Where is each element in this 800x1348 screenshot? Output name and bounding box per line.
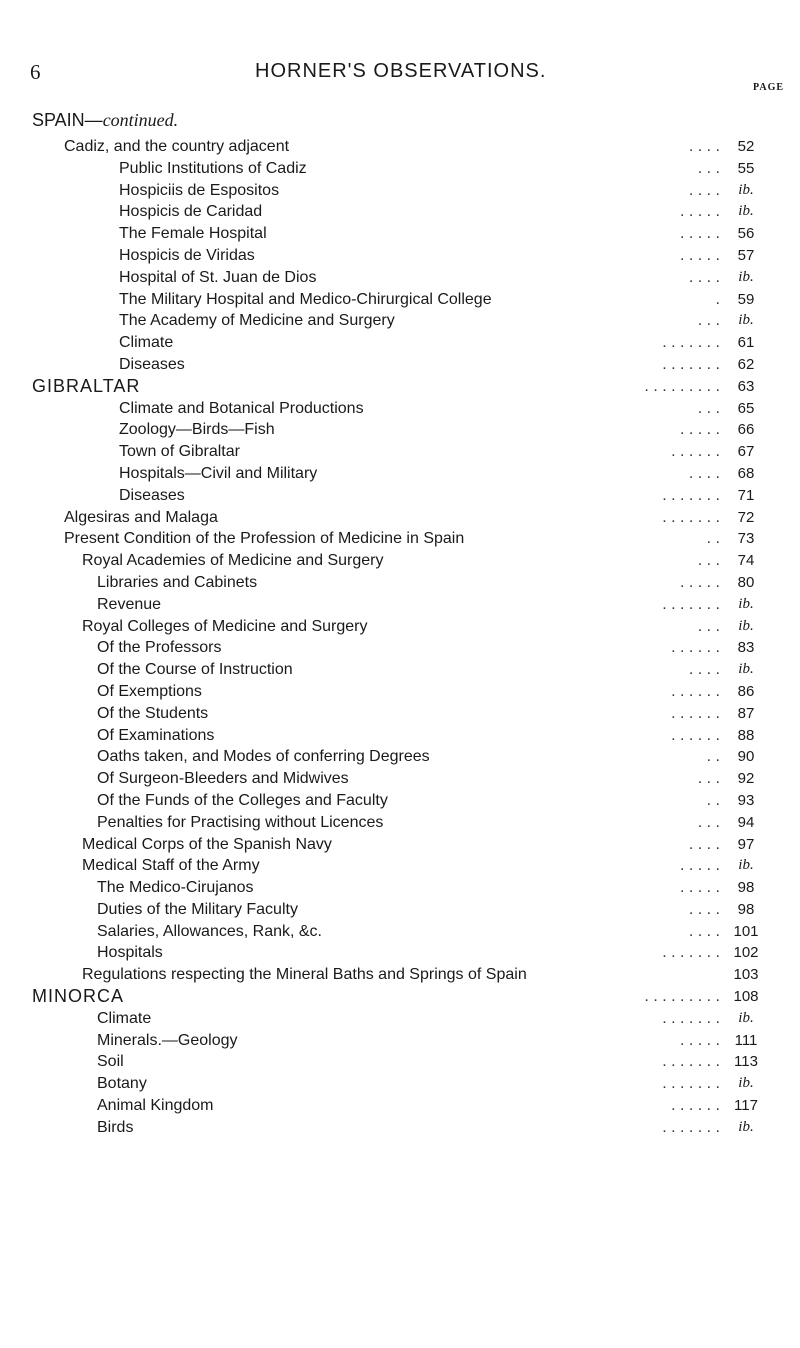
toc-entry-page: 52 [737,138,755,155]
toc-entry-page: 98 [737,900,755,918]
toc-leader-dots: . . . . . . . . . [644,377,720,395]
toc-entry [0,245,800,267]
toc-entry-title: The Medico-Cirujanos [97,879,254,897]
section-continued: continued. [102,110,179,130]
toc-entry-title: Town of Gibraltar [119,443,240,461]
toc-entry-page: 103 [733,966,759,984]
toc-leader-dots: . . . . . [679,1031,720,1049]
toc-entry [0,550,800,572]
toc-entry [0,877,800,899]
running-title: HORNER'S OBSERVATIONS. [255,60,547,82]
toc-entry-title: Salaries, Allowances, Rank, &c. [97,922,322,940]
toc-entry [0,267,800,289]
toc-entry [0,942,800,964]
page-number: 6 [30,60,41,84]
toc-entry [0,1051,800,1073]
toc-entry-page: ib. [738,1009,754,1026]
toc-entry-title: The Female Hospital [119,225,267,243]
toc-leader-dots: . . . [697,770,720,788]
toc-entry [0,463,800,485]
toc-entry-title: Of Examinations [97,726,215,744]
toc-entry-page: 92 [737,770,755,788]
toc-leader-dots: . . . . . [679,225,720,243]
toc-leader-dots: . . . . . . . [662,355,720,373]
toc-entry [0,768,800,790]
toc-leader-dots: . . . . . [679,573,720,591]
toc-entry-page: 102 [733,944,759,962]
toc-leader-dots: . . . . . . [671,704,720,722]
toc-entry-page: 59 [737,290,755,308]
toc-leader-dots: . . . . . . . [662,508,720,526]
toc-entry-page: 73 [737,530,755,548]
toc-entry [0,855,800,877]
toc-leader-dots: . . . . . . . [662,944,720,962]
toc-entry [0,703,800,725]
toc-entry-page: 93 [737,791,755,809]
toc-entry-title: Royal Academies of Medicine and Surgery [82,552,384,570]
toc-entry-page: 97 [737,835,755,853]
toc-entry-title: Of the Funds of the Colleges and Faculty [97,791,388,809]
toc-entry-title: Hospital of St. Juan de Dios [119,268,317,286]
toc-leader-dots: . . . . [688,900,720,918]
toc-entry-page: ib. [738,312,754,329]
toc-entry-title: The Academy of Medicine and Surgery [119,312,395,330]
toc-entry-page: ib. [738,203,754,220]
toc-leader-dots: . . [706,791,720,809]
toc-entry-title: Duties of the Military Faculty [97,900,298,918]
toc-entry-title: Of Exemptions [97,682,202,700]
toc-entry [0,441,800,463]
toc-entry [0,1008,800,1030]
toc-leader-dots: . . . [697,159,720,177]
toc-entry-title: Minerals.—Geology [97,1031,238,1049]
toc-entry-title: Oaths taken, and Modes of conferring Degrees [97,748,430,766]
toc-leader-dots: . . . . [688,138,720,155]
toc-entry-page: 86 [737,682,755,700]
toc-leader-dots: . . . . . . . [662,1053,720,1071]
toc-entry-title: Algesiras and Malaga [64,508,218,526]
toc-entry-title: Zoology—Birds—Fish [119,421,275,439]
toc-entry-page: 117 [734,1097,758,1115]
toc-entry-title: Cadiz, and the country adjacent [64,138,290,155]
toc-leader-dots: . [715,290,720,308]
toc-entry-page: ib. [738,617,754,634]
toc-entry [0,136,800,158]
toc-leader-dots: . . . . . . [671,639,720,657]
toc-entry-page: 55 [737,159,755,177]
toc-entry-page: 74 [737,552,755,570]
toc-entry [0,681,800,703]
toc-entry-title: Hospicis de Viridas [119,246,255,264]
toc-entry [0,528,800,550]
toc-entry-page: 98 [737,879,755,897]
toc-leader-dots: . . . . . . . . . [644,988,720,1006]
toc-leader-dots: . . . [697,399,720,417]
toc-entry [0,158,800,180]
toc-entry [0,398,800,420]
section-heading [32,110,178,131]
toc-entry-title: Regulations respecting the Mineral Baths and Springs of Spain [82,966,527,984]
toc-entry-page: 83 [737,639,755,657]
toc-entry [0,1095,800,1117]
toc-leader-dots: . . . [697,813,720,831]
toc-entry-title: Royal Colleges of Medicine and Surgery [82,617,368,635]
toc-entry-title: Of Surgeon-Bleeders and Midwives [97,770,349,788]
toc-entry-page: 88 [737,726,755,744]
toc-leader-dots: . . [706,530,720,548]
toc-leader-dots: . . . . . . [671,1097,720,1115]
toc-entry [0,1073,800,1095]
toc-entry [0,289,800,311]
toc-entry-title: Libraries and Cabinets [97,573,258,591]
toc-entry-title: Of the Students [97,704,209,722]
toc-leader-dots: . . [706,748,720,766]
toc-entry [0,921,800,943]
toc-entry-page: 57 [737,246,755,264]
toc-entry-page: 61 [737,334,755,352]
toc-leader-dots: . . . . [688,835,720,853]
toc-entry-title: Penalties for Practising without Licences [97,813,384,831]
toc-leader-dots: . . . . . . . [662,1075,720,1093]
toc-entry [0,1117,800,1139]
toc-leader-dots: . . . . . [679,879,720,897]
toc-entry-page: ib. [738,181,754,198]
toc-leader-dots: . . . . [688,181,720,199]
toc-entry-page: 71 [737,486,755,504]
toc-entry-page: 56 [737,225,755,243]
toc-entry [0,812,800,834]
toc-entry-page: 63 [737,377,755,395]
toc-entry [0,419,800,441]
toc-entry-title: Climate and Botanical Productions [119,399,364,417]
toc-entry-page: 108 [733,988,759,1006]
toc-entry [0,201,800,223]
section-title: SPAIN— [32,110,103,130]
toc-entry-title: Of the Professors [97,639,222,657]
toc-entry [0,354,800,376]
toc-entry-page: 113 [734,1053,758,1071]
toc-entry [0,834,800,856]
toc-leader-dots: . . . . . . . [662,1009,720,1027]
toc-leader-dots: . . . . [688,661,720,679]
toc-entry [0,485,800,507]
toc-entry [0,725,800,747]
page-column-label: PAGE [753,82,785,93]
toc-entry-page: 111 [734,1031,758,1049]
toc-leader-dots: . . . . [688,464,720,482]
toc-entry-page: 80 [737,573,755,591]
toc-leader-dots: . . . . . [679,203,720,221]
toc-leader-dots: . . . . [688,922,720,940]
toc-entry-title: Of the Course of Instruction [97,661,293,679]
toc-leader-dots: . . . . . [679,857,720,875]
toc-entry-title: MINORCA [32,986,124,1007]
toc-leader-dots: . . . . . . [671,443,720,461]
toc-entry-title: Medical Staff of the Army [82,857,260,875]
toc-entry-title: Hospitals—Civil and Military [119,464,318,482]
toc-leader-dots: . . . . . [679,421,720,439]
toc-entry-page: 90 [737,748,755,766]
toc-entry-page: 87 [737,704,755,722]
toc-leader-dots: . . . . . . [671,726,720,744]
toc-leader-dots: . . . . . . . [662,486,720,504]
toc-entry-page: ib. [738,268,754,285]
toc-leader-dots: . . . . . . . [662,595,720,613]
toc-entry-page: 94 [737,813,755,831]
toc-entry-title: Botany [97,1075,147,1093]
toc-entry-page: 67 [737,443,755,461]
toc-entry-title: Climate [97,1009,152,1027]
toc-entry [0,507,800,529]
toc-entry-title: Present Condition of the Profession of Medicine in Spain [64,530,465,548]
toc-entry-page: ib. [738,857,754,874]
toc-entry [0,899,800,921]
toc-entry [0,659,800,681]
toc-leader-dots: . . . [697,552,720,570]
toc-entry-title: Soil [97,1053,124,1071]
toc-entry-title: Hospitals [97,944,163,962]
toc-entry-title: Hospicis de Caridad [119,203,263,221]
toc-entry [0,310,800,332]
toc-entry [0,572,800,594]
toc-leader-dots: . . . [697,617,720,635]
toc-entry-page: 68 [737,464,755,482]
toc-leader-dots: . . . . . [679,246,720,264]
toc-entry [0,964,800,986]
toc-entry-page: 101 [733,922,759,940]
toc-entry [0,1030,800,1052]
toc-entry-title: Public Institutions of Cadiz [119,159,307,177]
toc-entry-title: Birds [97,1118,134,1136]
toc-entry [0,746,800,768]
toc-entry-page: ib. [738,1118,754,1135]
toc-entry-title: The Military Hospital and Medico-Chirurgical College [119,290,492,308]
toc-leader-dots: . . . . [688,268,720,286]
toc-entry-title: Climate [119,334,174,352]
toc-entry-page: 72 [737,508,755,526]
toc-entry [0,616,800,638]
toc-entry-title: Hospiciis de Espositos [119,181,280,199]
toc-entry [0,637,800,659]
toc-entry-title: GIBRALTAR [32,375,141,396]
toc-entry [0,594,800,616]
toc-entry-page: 66 [737,421,755,439]
toc-entry-page: 65 [737,399,755,417]
toc-entry-page: ib. [738,661,754,678]
toc-entry [0,180,800,202]
toc-leader-dots: . . . . . . . [662,334,720,352]
table-of-contents [0,136,800,1139]
toc-entry [0,332,800,354]
toc-entry-title: Diseases [119,355,185,373]
toc-entry [0,376,800,398]
toc-leader-dots: . . . [697,312,720,330]
toc-entry [0,223,800,245]
toc-entry-title: Medical Corps of the Spanish Navy [82,835,332,853]
toc-entry-title: Revenue [97,595,162,613]
toc-entry [0,790,800,812]
toc-entry-title: Animal Kingdom [97,1097,214,1115]
toc-leader-dots: . . . . . . . [662,1118,720,1136]
toc-leader-dots: . . . . . . [671,682,720,700]
toc-entry-page: 62 [737,355,755,373]
toc-entry-page: ib. [738,595,754,612]
toc-entry-title: Diseases [119,486,185,504]
toc-entry-page: ib. [738,1075,754,1092]
toc-entry [0,986,800,1008]
